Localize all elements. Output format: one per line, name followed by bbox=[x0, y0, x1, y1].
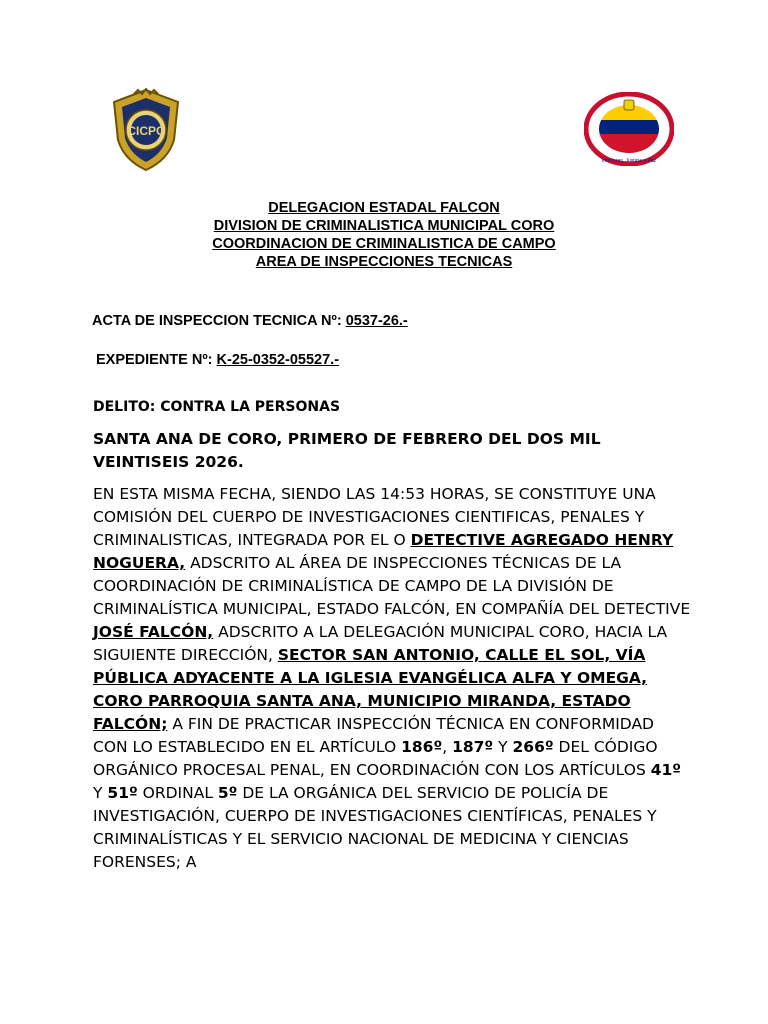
officer-henry-noguera: DETECTIVE AGREGADO HENRY NOGUERA, bbox=[93, 531, 674, 572]
body-text-segment: Y bbox=[93, 784, 108, 802]
body-text-segment: A FIN DE PRACTICAR INSPECCIÓN TÉCNICA EN CONFORMIDAD CON LO ESTABLECIDO EN EL ARTÍCULO bbox=[93, 715, 654, 756]
delito-line: DELITO: CONTRA LA PERSONAS bbox=[93, 399, 341, 415]
body-text-segment: ORDINAL bbox=[137, 784, 218, 802]
body-text-segment: ADSCRITO AL ÁREA DE INSPECCIONES TÉCNICAS DE LA COORDINACIÓN DE CRIMINALÍSTICA DE CAMPO DE LA DIVISIÓN DE CRIMINALÍSTICA MUNICIPAL, ESTADO FALCÓN, EN COMPAÑÍA DEL DETECTIVE bbox=[93, 554, 691, 618]
acta-value: 0537-26.- bbox=[345, 313, 408, 329]
acta-label: ACTA DE INSPECCION TECNICA Nº: bbox=[92, 313, 346, 329]
body-text-segment: DEL CÓDIGO ORGÁNICO PROCESAL PENAL, EN COORDINACIÓN CON LOS ARTÍCULOS bbox=[93, 738, 658, 779]
officer-jose-falcon: JOSÉ FALCÓN, bbox=[93, 623, 214, 641]
article-number: 41º bbox=[650, 761, 682, 779]
cicpc-badge-logo bbox=[108, 88, 184, 172]
expediente-value: K-25-0352-05527.- bbox=[216, 352, 340, 368]
article-number: 187º bbox=[452, 738, 494, 756]
article-number: 5º bbox=[217, 784, 238, 802]
expediente-label: EXPEDIENTE Nº: bbox=[96, 352, 217, 368]
body-text-segment: , bbox=[442, 738, 453, 756]
ministry-seal-logo bbox=[584, 92, 674, 166]
cicpc-logo-text: CICPC bbox=[127, 124, 165, 138]
body-text-segment: DE LA ORGÁNICA DEL SERVICIO DE POLICÍA DE INVESTIGACIÓN, CUERPO DE INVESTIGACIONES CIENTÍFICAS, PENALES Y CRIMINALÍSTICAS Y EL SERVICIO NACIONAL DE MEDICINA Y CIENCIAS FORENSES; A bbox=[93, 784, 657, 871]
header-line-coordinacion: COORDINACION DE CRIMINALISTICA DE CAMPO bbox=[212, 236, 556, 252]
ministry-seal-text: Interiores, Justicia y Paz bbox=[601, 158, 657, 164]
inspection-address: SECTOR SAN ANTONIO, CALLE EL SOL, VÍA PÚBLICA ADYACENTE A LA IGLESIA EVANGÉLICA ALFA Y OMEGA, CORO PARROQUIA SANTA ANA, MUNICIPIO MIRANDA, ESTADO FALCÓN; bbox=[93, 646, 648, 733]
acta-body-paragraph bbox=[93, 483, 693, 874]
expediente-field bbox=[96, 352, 339, 368]
article-number: 266º bbox=[512, 738, 554, 756]
acta-number-field bbox=[92, 313, 408, 329]
document-header bbox=[0, 199, 768, 271]
header-line-area: AREA DE INSPECCIONES TECNICAS bbox=[255, 254, 513, 270]
body-text-segment: ADSCRITO A LA DELEGACIÓN MUNICIPAL CORO, HACIA LA SIGUIENTE DIRECCIÓN, bbox=[93, 623, 668, 664]
article-number: 186º bbox=[401, 738, 443, 756]
body-text-segment: Y bbox=[493, 738, 513, 756]
header-line-delegacion: DELEGACION ESTADAL FALCON bbox=[268, 200, 500, 216]
article-number: 51º bbox=[107, 784, 138, 802]
place-date-line: SANTA ANA DE CORO, PRIMERO DE FEBRERO DEL DOS MIL VEINTISEIS 2026. bbox=[93, 430, 601, 471]
body-text-segment: EN ESTA MISMA FECHA, SIENDO LAS 14:53 HORAS, SE CONSTITUYE UNA COMISIÓN DEL CUERPO DE INVESTIGACIONES CIENTIFICAS, PENALES Y CRIMINALISTICAS, INTEGRADA POR EL O bbox=[93, 485, 656, 549]
header-line-division: DIVISION DE CRIMINALISTICA MUNICIPAL CORO bbox=[213, 218, 555, 234]
